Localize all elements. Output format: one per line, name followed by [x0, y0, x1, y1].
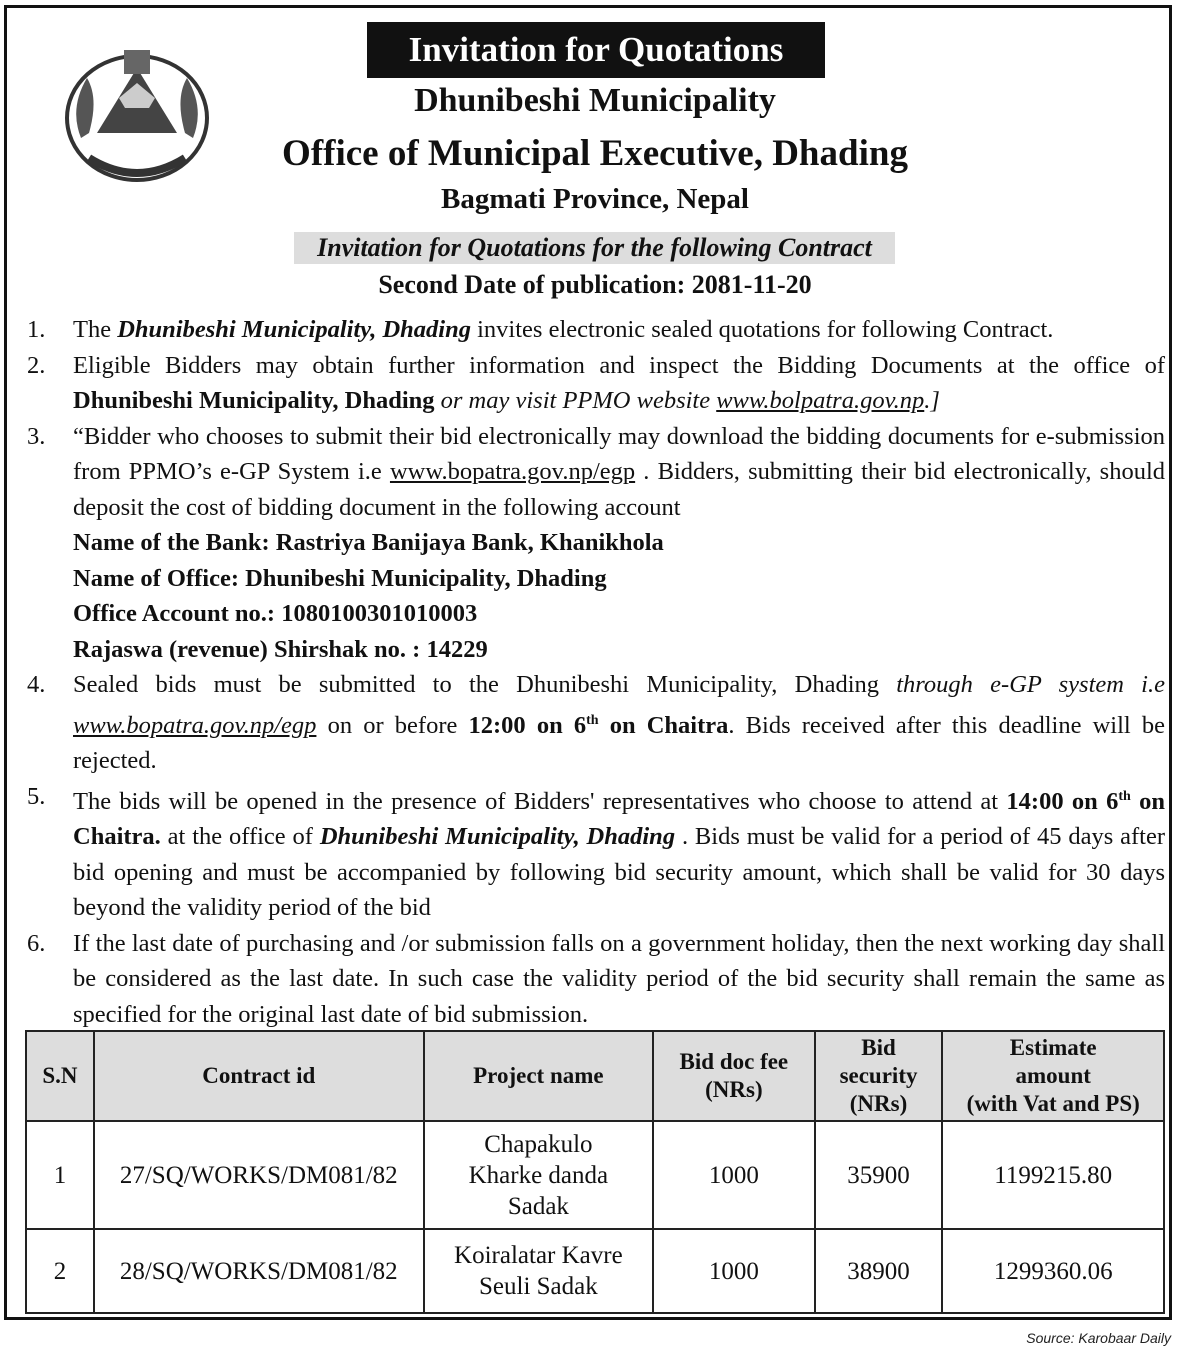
clause-text: The bids will be opened in the presence of Bidders' representatives who choose to attend at — [73, 787, 1007, 815]
header-line: amount — [1015, 1063, 1091, 1088]
clause-number: 4. — [27, 671, 46, 698]
header-line: security — [839, 1063, 918, 1088]
clause-text: on or before — [316, 711, 469, 739]
clause-3 — [7, 419, 1172, 668]
clause-text: “Bidder who chooses to submit their bid electronically may download the bidding documents for e-submission from PPMO’s e-GP System i.e — [73, 422, 1165, 485]
publication-date: Second Date of publication: 2081-11-20 — [378, 270, 812, 299]
clause-number: 1. — [27, 316, 46, 343]
opening-month: on Chaitra. — [73, 787, 1165, 851]
project-line: Seuli Sadak — [479, 1273, 598, 1300]
cell-project-name — [424, 1229, 653, 1313]
cell-bid-doc-fee: 1000 — [653, 1229, 815, 1313]
clause-text: invites electronic sealed quotations for following Contract. — [470, 316, 1054, 343]
clause-text: . Bids received after this deadline will be rejected. — [73, 711, 1165, 775]
cell-bid-security: 35900 — [815, 1121, 943, 1229]
cell-contract-id: 27/SQ/WORKS/DM081/82 — [94, 1121, 424, 1229]
source-credit: Source: Karobaar Daily — [1026, 1330, 1171, 1346]
clause-text: Sealed bids must be submitted to the Dhunibeshi Municipality, Dhading — [73, 671, 897, 698]
header-line: (with Vat and PS) — [966, 1091, 1140, 1116]
cell-sn: 2 — [26, 1229, 94, 1313]
office-account-name: Name of Office: Dhunibeshi Municipality, Dhading — [73, 564, 607, 592]
header-line: (NRs) — [705, 1077, 763, 1102]
clause-text: Eligible Bidders may obtain further information and inspect the Bidding Documents at the office of — [73, 351, 1165, 379]
header-line: Bid doc fee — [679, 1049, 789, 1074]
cell-estimate-amount: 1299360.06 — [942, 1229, 1164, 1313]
clause-4 — [7, 667, 1172, 779]
clause-number: 5. — [27, 782, 46, 810]
municipality-name: Dhunibeshi Municipality, Dhading — [319, 823, 676, 851]
revenue-number: Rajaswa (revenue) Shirshak no. : 14229 — [73, 635, 488, 663]
project-line: Chapakulo — [484, 1130, 593, 1158]
header-project-name: Project name — [424, 1031, 653, 1121]
header-line: Estimate — [1009, 1035, 1097, 1060]
opening-time: 14:00 on 6 — [1006, 787, 1119, 815]
clause-text: . Bidders, submitting their bid electronically, should deposit the cost of bidding document in the following account — [73, 458, 1165, 521]
cell-estimate-amount: 1199215.80 — [942, 1121, 1164, 1229]
clause-text: through e-GP system i.e — [896, 671, 1165, 698]
header-bid-doc-fee — [653, 1031, 815, 1121]
cell-sn: 1 — [26, 1121, 94, 1229]
clause-2 — [7, 348, 1172, 419]
clause-text: . Bids must be valid for a period of 45 days after bid opening and must be accompanied by following bid security amount, which shall be valid for 30 days beyond the validity period of the bid — [73, 823, 1165, 922]
municipality-name: Dhunibeshi Municipality, Dhading — [117, 316, 471, 343]
cell-contract-id: 28/SQ/WORKS/DM081/82 — [94, 1229, 424, 1313]
bolpatra-link[interactable]: www.bolpatra.gov.np — [716, 387, 925, 414]
clause-1 — [7, 312, 1172, 348]
clause-text: .] — [924, 387, 940, 414]
ordinal-suffix: th — [1118, 788, 1131, 804]
clause-number: 2. — [27, 351, 46, 379]
clause-number: 6. — [27, 929, 46, 957]
header-estimate-amount — [942, 1031, 1164, 1121]
clause-5 — [7, 779, 1172, 926]
header-contract-id: Contract id — [94, 1031, 424, 1121]
clause-list — [7, 312, 1172, 1032]
clause-6 — [7, 926, 1172, 1033]
account-number: Office Account no.: 1080100301010003 — [73, 600, 478, 627]
clause-text: at the office of — [160, 823, 320, 851]
banner-title: Invitation for Quotations — [367, 22, 825, 78]
clause-number: 3. — [27, 422, 46, 450]
table-row — [26, 1121, 1164, 1229]
ordinal-suffix: th — [586, 712, 599, 728]
organization-name: Dhunibeshi Municipality — [414, 82, 776, 119]
province-name: Bagmati Province, Nepal — [441, 183, 749, 215]
clause-text: or may visit PPMO website — [434, 387, 717, 414]
project-line: Koiralatar Kavre — [454, 1242, 623, 1269]
clause-text: The — [73, 316, 118, 343]
subtitle: Invitation for Quotations for the following Contract — [294, 232, 895, 264]
project-line: Sadak — [507, 1192, 569, 1220]
header-bid-security — [815, 1031, 943, 1121]
header-line: Bid — [861, 1035, 896, 1060]
office-name: Office of Municipal Executive, Dhading — [282, 133, 908, 174]
deadline-month: on Chaitra — [598, 711, 729, 739]
clause-text: If the last date of purchasing and /or submission falls on a government holiday, then the next working day shall be considered as the last date. In such case the validity period of the bid security shall remain the same as specified for the original last date of bid submission. — [73, 929, 1165, 1028]
deadline-time: 12:00 on 6 — [468, 711, 587, 739]
egp-link[interactable]: www.bopatra.gov.np/egp — [389, 458, 636, 485]
notice-frame — [4, 5, 1172, 1320]
bank-name: Name of the Bank: Rastriya Banijaya Bank, Khanikhola — [73, 529, 664, 556]
project-line: Kharke danda — [468, 1161, 609, 1189]
table-row — [26, 1229, 1164, 1313]
municipality-name: Dhunibeshi Municipality, Dhading — [73, 387, 435, 414]
cell-bid-security: 38900 — [815, 1229, 943, 1313]
table-header-row — [26, 1031, 1164, 1121]
cell-bid-doc-fee: 1000 — [653, 1121, 815, 1229]
cell-project-name — [424, 1121, 653, 1229]
egp-link[interactable]: www.bopatra.gov.np/egp — [73, 711, 317, 739]
header-line: (NRs) — [849, 1091, 908, 1116]
contract-table — [25, 1030, 1165, 1314]
header-sn: S.N — [26, 1031, 94, 1121]
